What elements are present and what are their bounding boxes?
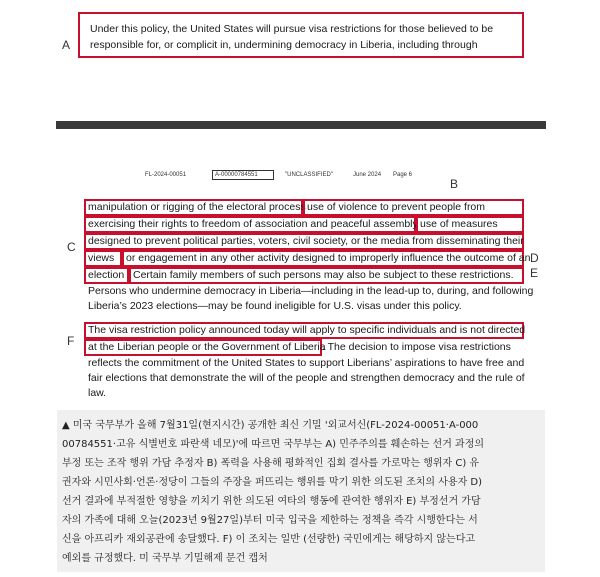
caption-line-1: ▲ 미국 국무부가 올해 7월31일(현지시간) 공개한 최신 기밀 '외교서신(FL-2024-00051·A-000 xyxy=(62,420,479,431)
caption-line-6: 자의 가족에 대해 오늘(2023년 9월27일)부터 미국 입국을 제한하는 정책을 즉각 시행한다는 서 xyxy=(62,515,478,526)
segment-use-measures: use of measures xyxy=(420,218,498,230)
label-c: C xyxy=(67,240,76,254)
doc-id: FL-2024-00051 xyxy=(145,172,187,178)
label-a: A xyxy=(62,38,71,52)
segment-family: Certain family members of such persons may also be subject to these restrictions. xyxy=(133,269,514,281)
doc-page: Page 6 xyxy=(393,172,413,178)
identifier-box xyxy=(212,170,274,180)
body-line-law: law. xyxy=(88,387,107,399)
caption-line-5: 선거 결과에 부적절한 영향을 끼치기 위한 의도된 여타의 행동에 관여한 행위자 E) 부정선거 가담 xyxy=(62,496,481,507)
body-line-fair: fair elections that demonstrate the will of the people and strengthen democracy and the rule of xyxy=(88,372,525,384)
caption-line-7: 신을 아프리카 재외공관에 송달했다. F) 이 조치는 일반 (선량한) 국민에게는 해당하지 않는다고 xyxy=(62,534,476,545)
photo-caption xyxy=(57,410,545,572)
body-line-persons-1: Persons who undermine democracy in Liberia—including in the lead-up to, during, and following xyxy=(88,285,534,297)
segment-f-line-1: The visa restriction policy announced today will apply to specific individuals and is not directed xyxy=(88,324,526,336)
doc-date: June 2024 xyxy=(353,172,382,178)
label-f: F xyxy=(67,334,75,348)
excerpt-line-2: responsible for, or complicit in, undermining democracy in Liberia, including through xyxy=(90,39,478,51)
caption-line-4: 권자와 시민사회·언론·정당이 그들의 주장을 퍼뜨리는 행위를 막기 위한 의도된 조치의 사용자 D) xyxy=(62,477,483,488)
doc-a-number: A-00000784551 xyxy=(215,172,258,178)
divider-bar xyxy=(56,121,546,129)
segment-designed: designed to prevent political parties, voters, civil society, or the media from disseminating their xyxy=(88,235,524,247)
segment-exercising: exercising their rights to freedom of association and peaceful assembly xyxy=(88,218,418,230)
label-b: B xyxy=(450,177,459,191)
segment-election: election xyxy=(88,269,125,281)
segment-violence: use of violence to prevent people from xyxy=(307,201,486,213)
segment-engagement: or engagement in any other activity designed to improperly influence the outcome of an xyxy=(126,252,531,264)
doc-classification: "UNCLASSIFIED" xyxy=(285,172,333,178)
caption-line-8: 예외를 규정했다. 미 국무부 기밀해제 문건 캡처 xyxy=(62,553,268,564)
body-line-persons-2: Liberia’s 2023 elections—may be found ineligible for U.S. visas under this policy. xyxy=(88,300,462,312)
caption-line-3: 부정 또는 조작 행위 가담 추정자 B) 폭력을 사용해 평화적인 집회 결사를 가로막는 행위자 C) 유 xyxy=(62,458,480,469)
body-line-reflects: reflects the commitment of the United States to support Liberians’ aspirations to have free and xyxy=(88,357,525,369)
label-e: E xyxy=(530,266,539,280)
caption-line-2: 00784551·고유 식별번호 파란색 네모)'에 따르면 국무부는 A) 민주주의를 훼손하는 선거 과정의 xyxy=(62,439,485,450)
segment-views: views xyxy=(88,252,115,264)
segment-f-line-2-rest: . The decision to impose visa restrictions xyxy=(322,341,511,353)
label-d: D xyxy=(530,251,539,265)
segment-f-line-2-boxed: at the Liberian people or the Government of Liberia xyxy=(88,341,326,353)
excerpt-line-1: Under this policy, the United States will pursue visa restrictions for those believed to be xyxy=(90,23,494,35)
segment-manipulation: manipulation or rigging of the electoral process xyxy=(88,201,306,213)
highlight-box-a xyxy=(78,12,524,58)
